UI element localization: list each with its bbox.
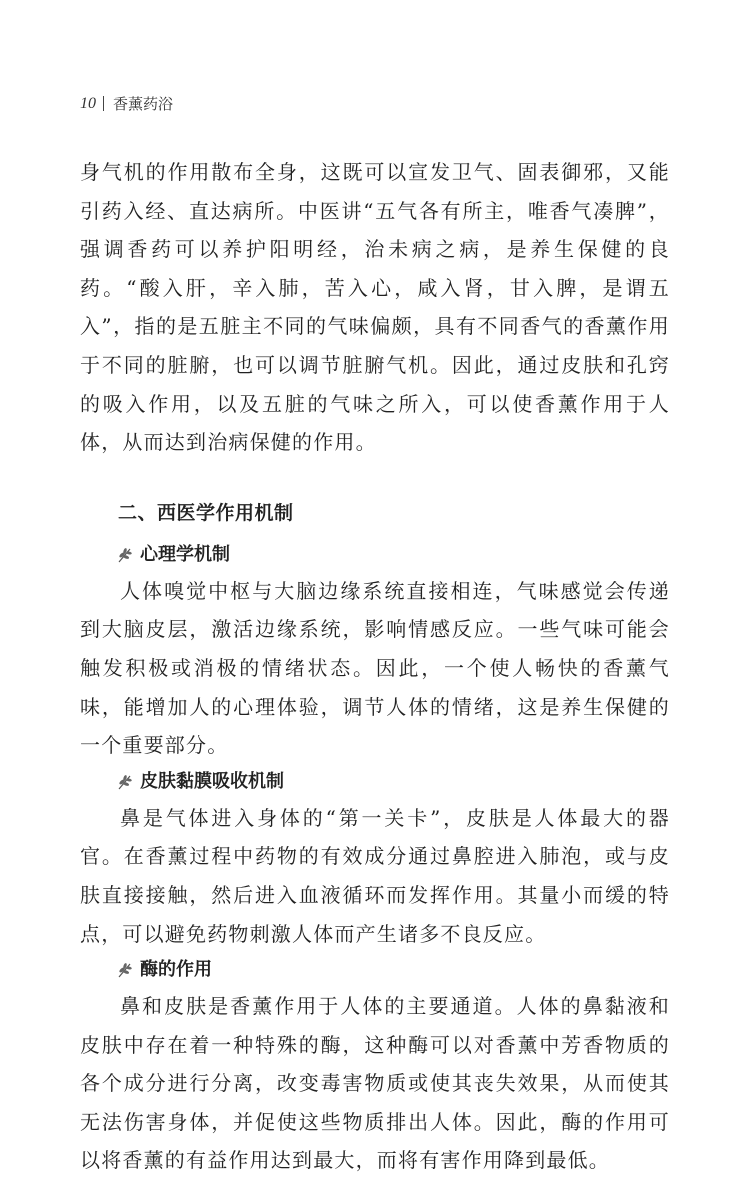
subheading-psychology — [116, 540, 670, 570]
running-head — [80, 93, 173, 114]
herb-sprig-icon — [116, 546, 134, 564]
herb-sprig-icon — [116, 773, 134, 791]
page-number: 10 — [80, 94, 96, 112]
paragraph-psychology: 人体嗅觉中枢与大脑边缘系统直接相连，气味感觉会传递到大脑皮层，激活边缘系统，影响情感反应。一些气味可能会触发积极或消极的情绪状态。因此，一个使人畅快的香薰气味，能增加人的心理体验，调节人体的情绪，这是养生保健的一个重要部分。 — [80, 578, 670, 758]
book-title: 香薰药浴 — [113, 95, 174, 113]
header-divider — [103, 96, 104, 111]
subheading-skin-mucosa — [116, 767, 670, 797]
paragraph-continued: 身气机的作用散布全身，这既可以宣发卫气、固表御邪，又能引药入经、直达病所。中医讲“五气各有所主，唯香气凑脾”，强调香药可以养护阳明经，治未病之病，是养生保健的良药。“酸入肝，辛入肺，苦入心，咸入肾，甘入脾，是谓五入”，指的是五脏主不同的气味偏颇，具有不同香气的香薰作用于不同的脏腑，也可以调节脏腑气机。因此，通过皮肤和孔窍的吸入作用，以及五脏的气味之所入，可以使香薰作用于人体，从而达到治病保健的作用。 — [80, 160, 670, 455]
subheading-label: 心理学机制 — [140, 543, 230, 565]
page-body — [80, 153, 670, 1180]
subheading-label: 皮肤黏膜吸收机制 — [140, 770, 284, 792]
subheading-enzyme — [116, 955, 670, 985]
herb-sprig-icon — [116, 961, 134, 979]
section-heading: 二、西医学作用机制 — [118, 501, 294, 524]
paragraph-skin-mucosa: 鼻是气体进入身体的“第一关卡”，皮肤是人体最大的器官。在香薰过程中药物的有效成分通过鼻腔进入肺泡，或与皮肤直接接触，然后进入血液循环而发挥作用。其量小而缓的特点，可以避免药物刺激人体而产生诸多不良反应。 — [80, 805, 670, 946]
paragraph-enzyme: 鼻和皮肤是香薰作用于人体的主要通道。人体的鼻黏液和皮肤中存在着一种特殊的酶，这种酶可以对香薰中芳香物质的各个成分进行分离，改变毒害物质或使其丧失效果，从而使其无法伤害身体，并促使这些物质排出人体。因此，酶的作用可以将香薰的有益作用达到最大，而将有害作用降到最低。 — [80, 994, 670, 1173]
subheading-label: 酶的作用 — [140, 959, 212, 981]
